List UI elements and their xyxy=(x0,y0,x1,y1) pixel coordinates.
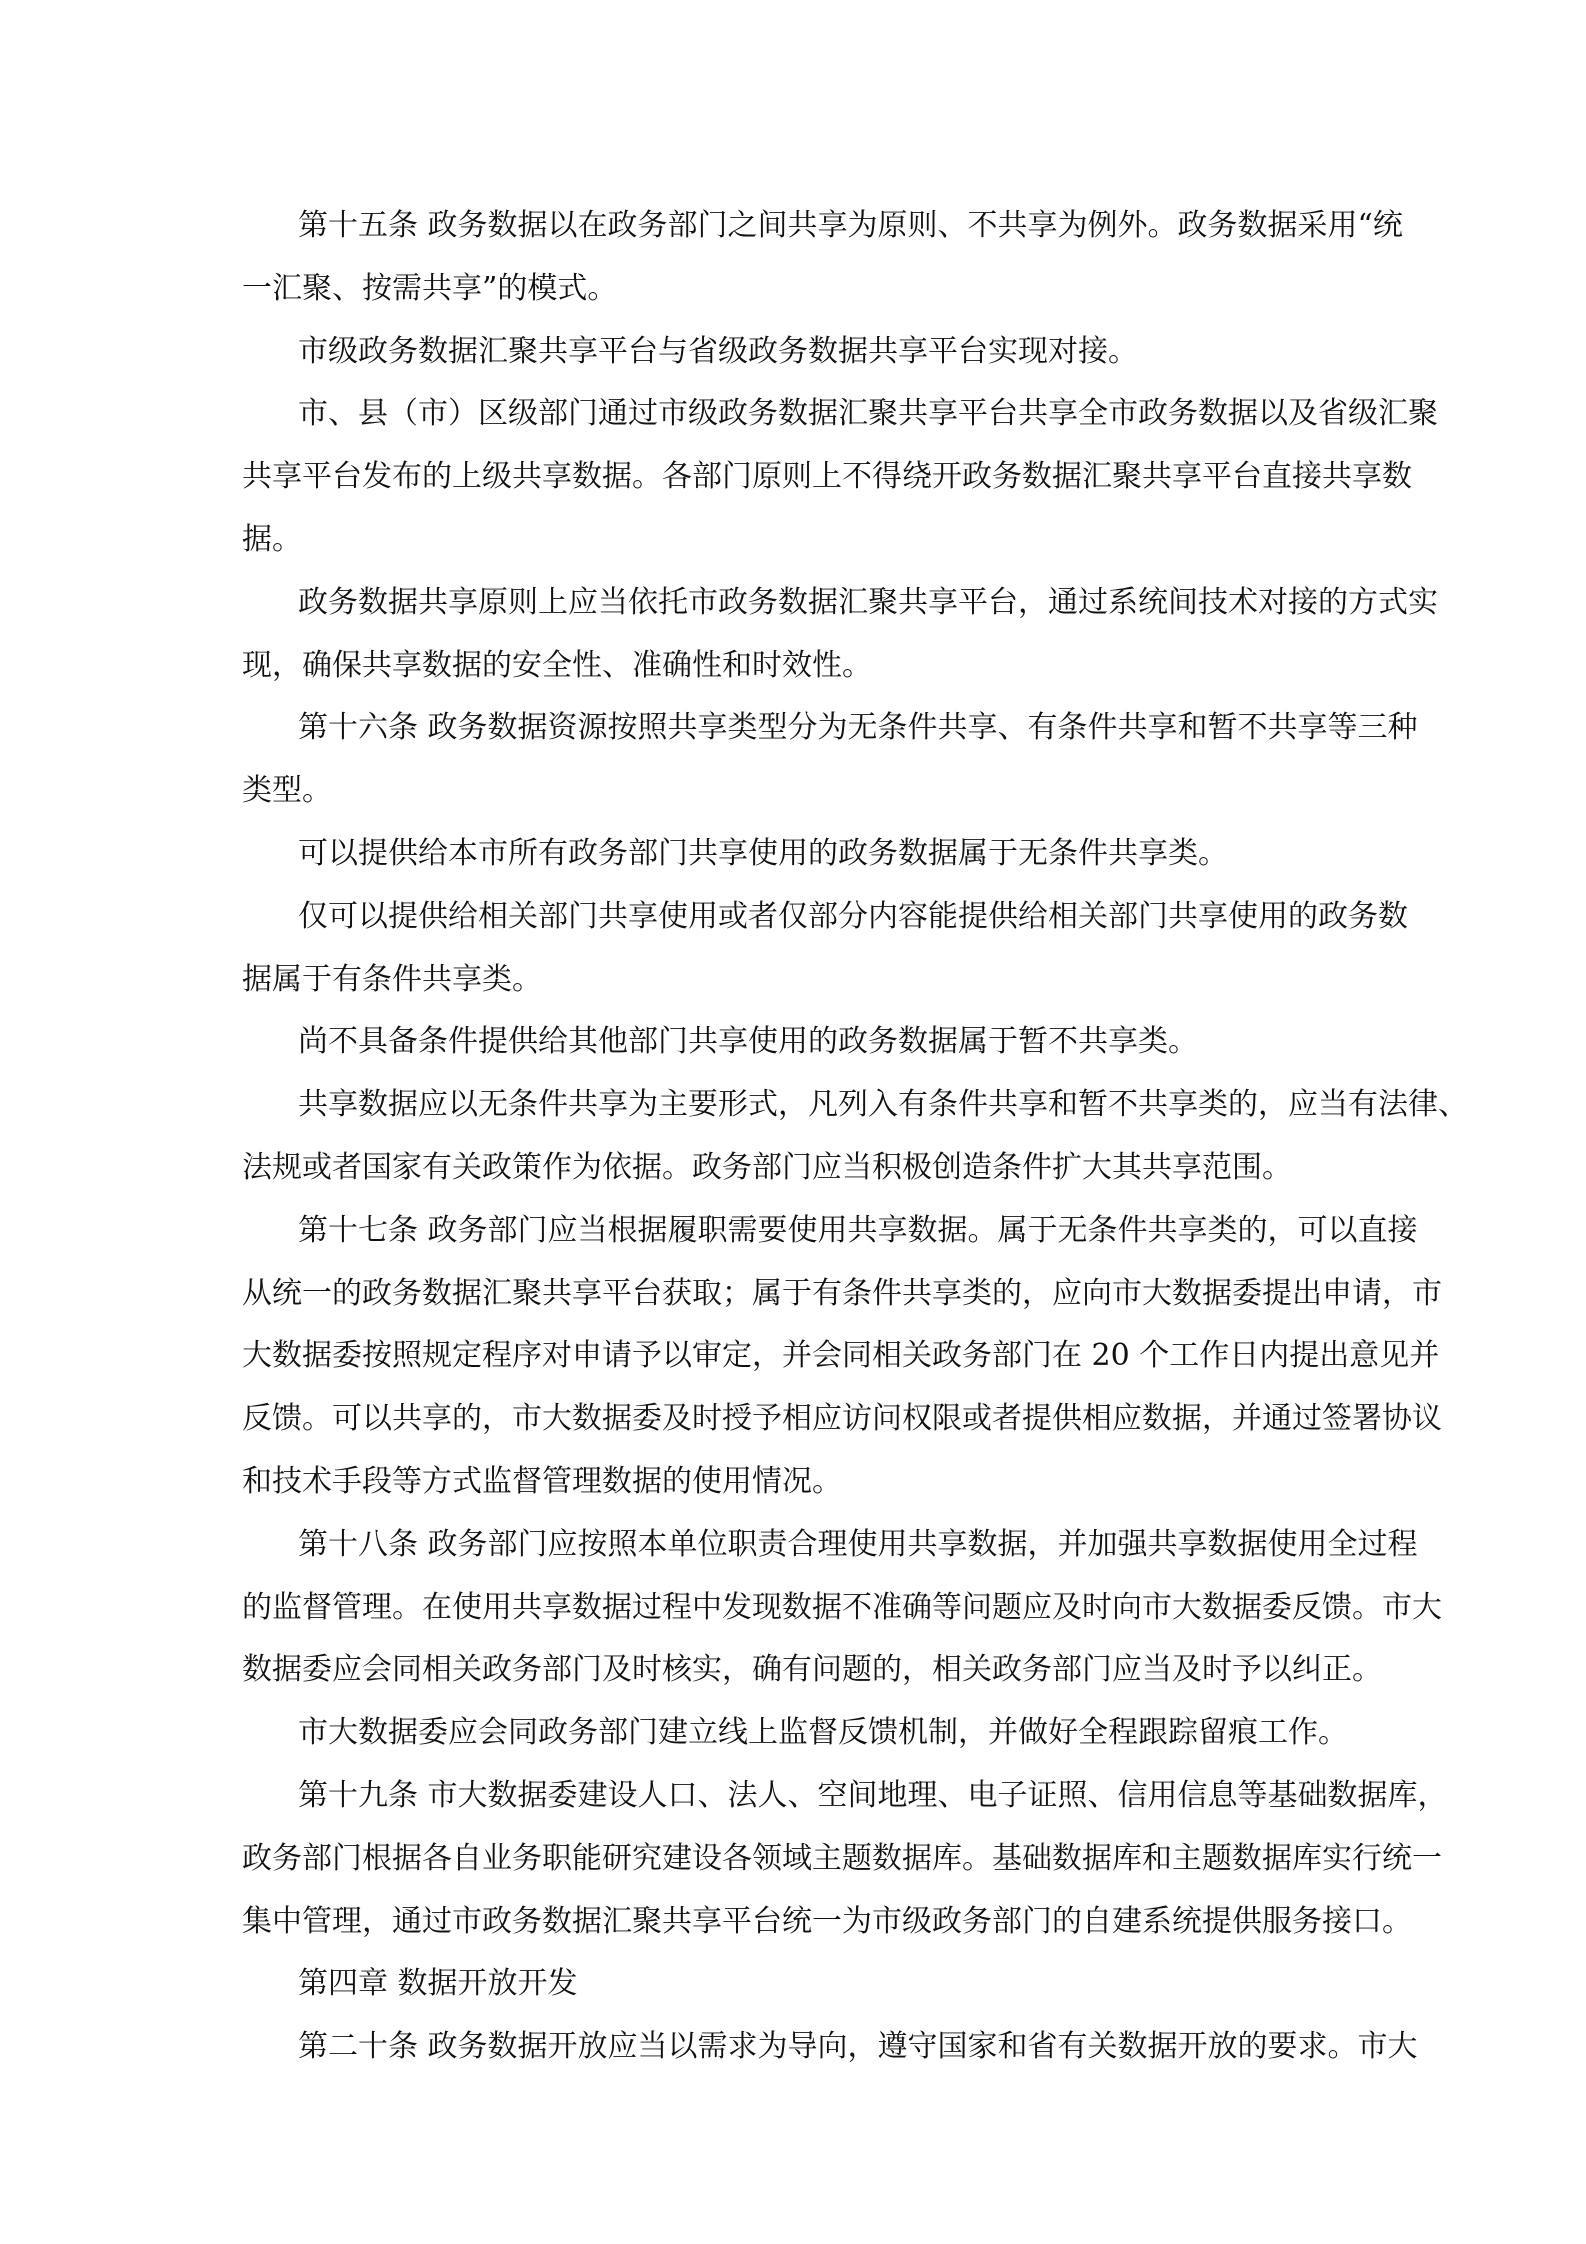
paragraph xyxy=(242,886,1408,1012)
text-line: 政务数据共享原则上应当依托市政务数据汇聚共享平台，通过系统间技术对接的方式实 xyxy=(298,584,1438,620)
text-line: 据。 xyxy=(242,521,302,557)
paragraph xyxy=(242,1514,1442,1702)
text-line: 共享平台发布的上级共享数据。各部门原则上不得绕开政务数据汇聚共享平台直接共享数 xyxy=(242,459,1412,495)
text-line: 第十七条 政务部门应当根据履职需要使用共享数据。属于无条件共享类的，可以直接 xyxy=(298,1212,1418,1248)
paragraph xyxy=(242,1200,1442,1514)
text-line: 仅可以提供给相关部门共享使用或者仅部分内容能提供给相关部门共享使用的政务数 xyxy=(298,898,1408,934)
paragraph xyxy=(242,1074,1468,1200)
text-line: 可以提供给本市所有政务部门共享使用的政务数据属于无条件共享类。 xyxy=(298,835,1228,871)
paragraph xyxy=(242,383,1438,571)
text-line: 第四章 数据开放开发 xyxy=(298,1966,578,2002)
text-line: 第十六条 政务数据资源按照共享类型分为无条件共享、有条件共享和暂不共享等三种 xyxy=(298,710,1418,746)
text-line: 集中管理，通过市政务数据汇聚共享平台统一为市级政务部门的自建系统提供服务接口。 xyxy=(242,1903,1412,1939)
paragraph xyxy=(242,823,1355,886)
text-line: 和技术手段等方式监督管理数据的使用情况。 xyxy=(242,1463,842,1499)
text-line: 数据委应会同相关政务部门及时核实，确有问题的，相关政务部门应当及时予以纠正。 xyxy=(242,1652,1382,1688)
paragraph xyxy=(242,2016,1418,2079)
text-line: 的监督管理。在使用共享数据过程中发现数据不准确等问题应及时向市大数据委反馈。市大 xyxy=(242,1589,1442,1625)
text-line: 大数据委按照规定程序对申请予以审定，并会同相关政务部门在 20 个工作日内提出意见并 xyxy=(242,1338,1440,1374)
text-line: 据属于有条件共享类。 xyxy=(242,961,542,997)
text-line: 第二十条 政务数据开放应当以需求为导向，遵守国家和省有关数据开放的要求。市大 xyxy=(298,2029,1418,2065)
text-line: 共享数据应以无条件共享为主要形式，凡列入有条件共享和暂不共享类的，应当有法律、 xyxy=(298,1087,1468,1123)
text-line: 政务部门根据各自业务职能研究建设各领域主题数据库。基础数据库和主题数据库实行统一 xyxy=(242,1840,1442,1876)
text-line: 市大数据委应会同政务部门建立线上监督反馈机制，并做好全程跟踪留痕工作。 xyxy=(298,1715,1348,1751)
text-line: 法规或者国家有关政策作为依据。政务部门应当积极创造条件扩大其共享范围。 xyxy=(242,1149,1292,1185)
paragraph xyxy=(242,1953,1355,2016)
paragraph xyxy=(242,195,1403,321)
paragraph xyxy=(242,1011,1355,1074)
text-line: 第十九条 市大数据委建设人口、法人、空间地理、电子证照、信用信息等基础数据库， xyxy=(298,1777,1448,1813)
text-line: 从统一的政务数据汇聚共享平台获取；属于有条件共享类的，应向市大数据委提出申请，市 xyxy=(242,1275,1442,1311)
text-line: 尚不具备条件提供给其他部门共享使用的政务数据属于暂不共享类。 xyxy=(298,1024,1198,1060)
paragraph xyxy=(242,572,1438,698)
text-line: 反馈。可以共享的，市大数据委及时授予相应访问权限或者提供相应数据，并通过签署协议 xyxy=(242,1401,1442,1437)
document-body xyxy=(242,195,1468,2079)
paragraph xyxy=(242,1765,1448,1953)
text-line: 市、县（市）区级部门通过市级政务数据汇聚共享平台共享全市政务数据以及省级汇聚 xyxy=(298,396,1438,432)
paragraph xyxy=(242,1702,1355,1765)
paragraph xyxy=(242,321,1355,384)
text-line: 一汇聚、按需共享”的模式。 xyxy=(242,270,618,306)
text-line: 市级政务数据汇聚共享平台与省级政务数据共享平台实现对接。 xyxy=(298,333,1138,369)
text-line: 类型。 xyxy=(242,773,332,809)
text-line: 现，确保共享数据的安全性、准确性和时效性。 xyxy=(242,647,872,683)
text-line: 第十五条 政务数据以在政务部门之间共享为原则、不共享为例外。政务数据采用“统 xyxy=(298,208,1403,243)
text-line: 第十八条 政务部门应按照本单位职责合理使用共享数据，并加强共享数据使用全过程 xyxy=(298,1526,1418,1562)
paragraph xyxy=(242,697,1418,823)
